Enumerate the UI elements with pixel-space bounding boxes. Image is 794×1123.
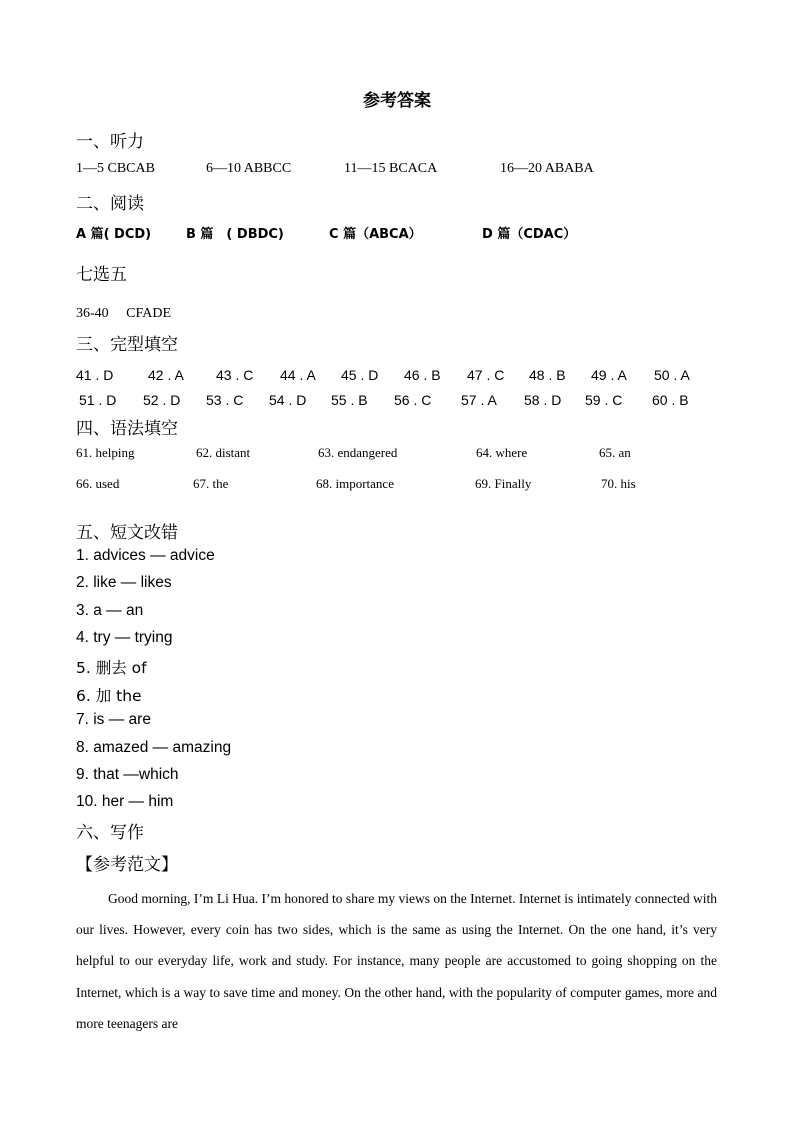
cloze-answer: 45 . D — [341, 367, 379, 383]
sample-essay-paragraph: Good morning, I’m Li Hua. I’m honored to share my views on the Internet. Internet is intimately connected with our lives. However, every coin has two sides, which is the same as using the Internet. On the one hand, it’s very helpful to our everyday life, work and study. For instance, many people are accustomed to going shopping on the Internet, which is a way to save time and money. On the other hand, with the popularity of computer games, more and more teenagers are — [76, 891, 717, 1031]
section-heading-writing: 六、写作 — [76, 823, 144, 843]
correction-item: 3. a — an — [76, 602, 144, 619]
cloze-answer: 42 . A — [148, 367, 184, 383]
sample-essay-label: 【参考范文】 — [76, 855, 178, 875]
cloze-answer: 44 . A — [280, 367, 316, 383]
reading-answer: C 篇（ABCA） — [329, 227, 422, 242]
cloze-answer: 41 . D — [76, 367, 114, 383]
grammar-answer: 69. Finally — [475, 476, 532, 491]
listening-answer: 16—20 ABABA — [500, 161, 594, 176]
cloze-answer: 51 . D — [79, 392, 117, 408]
correction-item: 7. is — are — [76, 711, 151, 728]
correction-item: 2. like — likes — [76, 574, 172, 591]
grammar-answer: 68. importance — [316, 476, 394, 491]
reading-answer: A 篇( DCD) — [76, 227, 152, 242]
correction-item: 5. 删去 of — [76, 659, 147, 677]
page-title: 参考答案 — [363, 91, 431, 111]
grammar-answer: 70. his — [601, 476, 636, 491]
cloze-answer: 43 . C — [216, 367, 254, 383]
cloze-answer: 53 . C — [206, 392, 244, 408]
cloze-answer: 60 . B — [652, 392, 689, 408]
grammar-answer: 65. an — [599, 445, 631, 460]
grammar-answer: 64. where — [476, 445, 528, 460]
section-heading-cloze: 三、完型填空 — [76, 335, 178, 355]
correction-item: 6. 加 the — [76, 687, 142, 705]
grammar-answer: 67. the — [193, 476, 229, 491]
seven-choose-five-answer: 36-40 CFADE — [76, 306, 172, 321]
grammar-answer: 66. used — [76, 476, 120, 491]
grammar-answer: 63. endangered — [318, 445, 398, 460]
cloze-answer: 46 . B — [404, 367, 441, 383]
correction-item: 1. advices — advice — [76, 547, 215, 564]
reading-answer: D 篇（CDAC） — [482, 227, 577, 242]
listening-answer: 11—15 BCACA — [344, 161, 438, 176]
listening-answer: 6—10 ABBCC — [206, 161, 292, 176]
section-heading-error-correction: 五、短文改错 — [76, 523, 178, 543]
section-heading-seven-choose-five: 七选五 — [76, 265, 127, 285]
cloze-answer: 48 . B — [529, 367, 566, 383]
correction-item: 10. her — him — [76, 793, 174, 810]
section-heading-reading: 二、阅读 — [76, 194, 144, 214]
cloze-answer: 47 . C — [467, 367, 505, 383]
section-heading-listening: 一、听力 — [76, 132, 144, 152]
listening-answer: 1—5 CBCAB — [76, 161, 155, 176]
correction-item: 8. amazed — amazing — [76, 739, 232, 756]
cloze-answer: 50 . A — [654, 367, 690, 383]
cloze-answer: 57 . A — [461, 392, 497, 408]
cloze-answer: 56 . C — [394, 392, 432, 408]
correction-item: 4. try — trying — [76, 629, 173, 646]
cloze-answer: 54 . D — [269, 392, 307, 408]
cloze-answer: 49 . A — [591, 367, 627, 383]
cloze-answer: 55 . B — [331, 392, 368, 408]
section-heading-grammar-fill: 四、语法填空 — [76, 419, 178, 439]
cloze-answer: 58 . D — [524, 392, 562, 408]
correction-item: 9. that —which — [76, 766, 179, 783]
grammar-answer: 61. helping — [76, 445, 135, 460]
cloze-answer: 52 . D — [143, 392, 181, 408]
reading-answer: B 篇 ( DBDC) — [186, 227, 284, 242]
grammar-answer: 62. distant — [196, 445, 251, 460]
cloze-answer: 59 . C — [585, 392, 623, 408]
